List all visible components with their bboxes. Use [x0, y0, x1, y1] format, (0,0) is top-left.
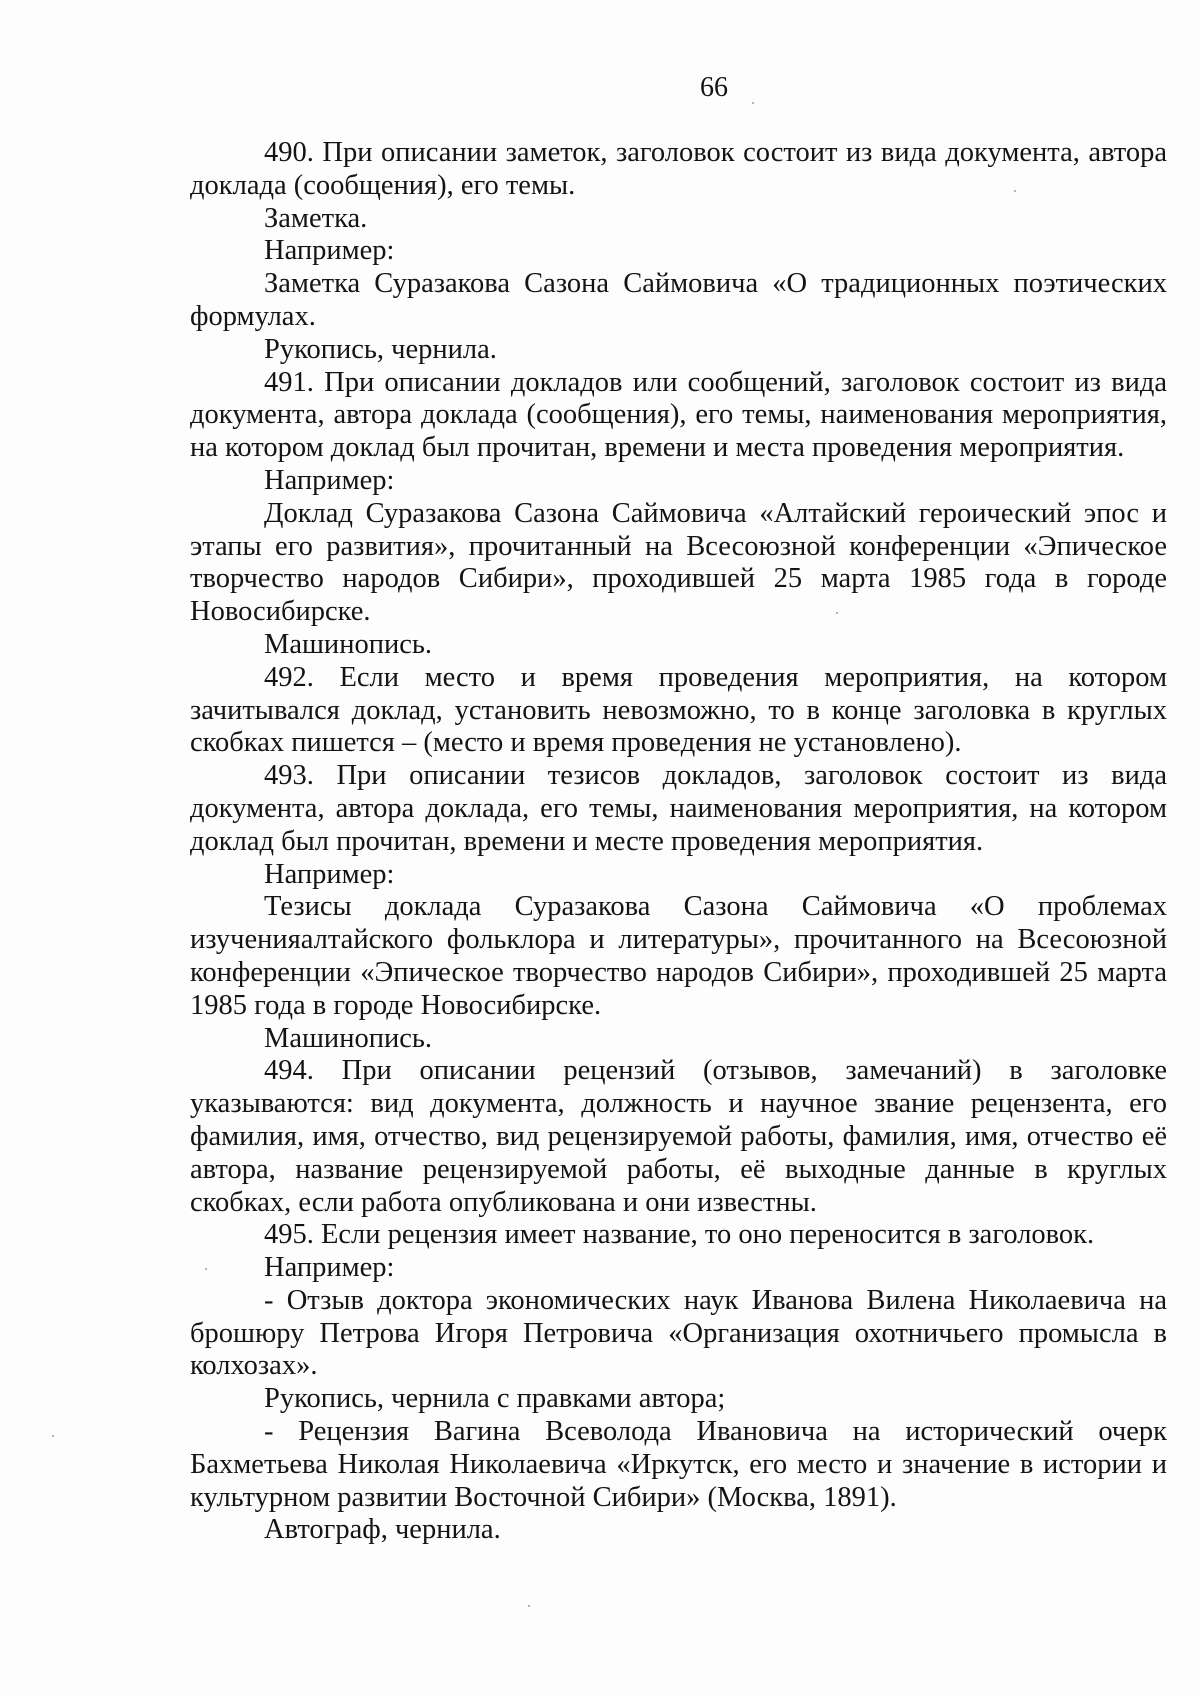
- paragraph-495: 495. Если рецензия имеет название, то оно переносится в заголовок.: [264, 1219, 1095, 1251]
- scan-speck: [1014, 190, 1016, 192]
- paragraph-example-label: Например:: [264, 464, 395, 496]
- paragraph-note-type: Заметка.: [264, 202, 368, 234]
- scan-speck: [836, 612, 838, 614]
- paragraph-example-label: Например:: [264, 235, 395, 267]
- scan-speck: [205, 1268, 207, 1270]
- paragraph-medium: Машинопись.: [264, 628, 432, 660]
- paragraph-medium: Рукопись, чернила с правками автора;: [264, 1383, 726, 1415]
- paragraph-example-label: Например:: [264, 1252, 395, 1284]
- scan-speck: [52, 1435, 54, 1437]
- paragraph-example-review-1: - Отзыв доктора экономических наук Иванова Вилена Николаевича на брошюру Петрова Игоря Петровича «Организация охотничьего промысла в колхозах».: [190, 1284, 1167, 1382]
- paragraph-medium: Автограф, чернила.: [264, 1514, 501, 1546]
- paragraph-example-review-2: - Рецензия Вагина Всеволода Ивановича на исторический очерк Бахметьева Николая Николаевича «Иркутск, его место и значение в истории и культурном развитии Восточной Сибири» (Москва, 1891).: [190, 1416, 1167, 1513]
- paragraph-492: 492. Если место и время проведения мероприятия, на котором зачитывался доклад, установить невозможно, то в конце заголовка в круглых скобках пишется – (место и время проведения не установлено).: [190, 661, 1167, 759]
- paragraph-example-theses: Тезисы доклада Суразакова Сазона Саймовича «О проблемах изученияалтайского фольклора и литературы», прочитанного на Всесоюзной конференции «Эпическое творчество народов Сибири», проходившей 25 марта 1985 года в городе Новосибирске.: [190, 891, 1167, 1021]
- paragraph-medium: Рукопись, чернила.: [264, 333, 497, 365]
- page-number: 66: [700, 72, 728, 103]
- paragraph-example-report: Доклад Суразакова Сазона Саймовича «Алтайский героический эпос и этапы его развития», прочитанный на Всесоюзной конференции «Эпическое творчество народов Сибири», проходившей 25 марта 1985 года в городе Новосибирске.: [190, 497, 1167, 628]
- paragraph-example-note: Заметка Суразакова Сазона Саймовича «О традиционных поэтических формулах.: [190, 268, 1167, 332]
- paragraph-medium: Машинопись.: [264, 1022, 432, 1054]
- paragraph-490: 490. При описании заметок, заголовок состоит из вида документа, автора доклада (сообщения), его темы.: [190, 137, 1167, 201]
- paragraph-494: 494. При описании рецензий (отзывов, замечаний) в заголовке указываются: вид документа, должность и научное звание рецензента, его фамилия, имя, отчество, вид рецензируемой работы, фамилия, имя, отчество её автора, название рецензируемой работы, её выходные данные в круглых скобках, если работа опубликована и они известны.: [190, 1055, 1167, 1218]
- scan-speck: [752, 102, 754, 104]
- page-body: [190, 137, 1167, 1547]
- scan-speck: [528, 1605, 530, 1607]
- paragraph-example-label: Например:: [264, 858, 395, 890]
- paragraph-491: 491. При описании докладов или сообщений, заголовок состоит из вида документа, автора доклада (сообщения), его темы, наименования мероприятия, на котором доклад был прочитан, времени и места проведения мероприятия.: [190, 366, 1167, 464]
- paragraph-493: 493. При описании тезисов докладов, заголовок состоит из вида документа, автора доклада, его темы, наименования мероприятия, на котором доклад был прочитан, времени и месте проведения мероприятия.: [190, 760, 1167, 857]
